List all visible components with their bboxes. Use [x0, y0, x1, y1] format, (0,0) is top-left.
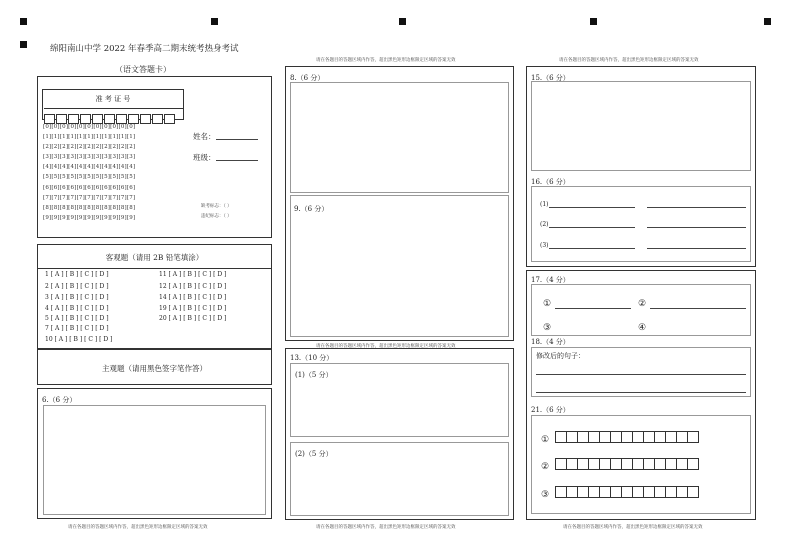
q17-blank[interactable] [555, 308, 631, 309]
absent-mark[interactable]: 缺考标志：（ ） [201, 204, 232, 209]
q21-item-2: ② [541, 462, 550, 472]
q16-label: 16.（6 分） [531, 178, 570, 186]
digit-row-8[interactable]: [8][8][8][8][8][8][8][8][8][8][8] [43, 205, 136, 211]
objective-title: 客观题（请用 2B 铅笔填涂） [105, 253, 204, 262]
registration-mark [399, 18, 406, 25]
q16-blank[interactable] [647, 207, 746, 208]
q21-item-3: ③ [541, 490, 550, 500]
q21-label: 21.（6 分） [531, 406, 570, 414]
registration-mark [590, 18, 597, 25]
q18-line[interactable] [536, 392, 746, 393]
q21-grid-row[interactable] [556, 486, 699, 498]
admission-label: 准 考 证 号 [95, 95, 131, 103]
notice: 请在各题目的答题区域内作答，超出黑色矩形边框限定区域的答案无效 [316, 525, 456, 530]
q21-grid-row[interactable] [556, 458, 699, 470]
exam-title: 绵阳南山中学 2022 年春季高二期末统考热身考试 [50, 44, 239, 54]
q15-label: 15.（6 分） [531, 74, 570, 82]
q18-prompt: 修改后的句子： [536, 352, 585, 360]
q6-answer-area[interactable] [43, 405, 266, 515]
q16-answer-area [531, 186, 751, 262]
registration-mark [20, 41, 27, 48]
mc-row[interactable]: 11 [ A ] [ B ] [ C ] [ D ] [159, 271, 227, 278]
q9-answer-area[interactable] [290, 195, 509, 337]
mc-row[interactable]: 3 [ A ] [ B ] [ C ] [ D ] [45, 294, 109, 301]
q16-item-3: (3) [540, 242, 549, 249]
mc-row[interactable]: 10 [ A ] [ B ] [ C ] [ D ] [45, 336, 113, 343]
digit-row-4[interactable]: [4][4][4][4][4][4][4][4][4][4][4] [43, 164, 136, 170]
mc-row[interactable]: 14 [ A ] [ B ] [ C ] [ D ] [159, 294, 227, 301]
mc-row[interactable]: 5 [ A ] [ B ] [ C ] [ D ] [45, 315, 109, 322]
q13-panel [285, 348, 514, 520]
violation-mark[interactable]: 违纪标志：（ ） [201, 214, 232, 219]
q15-q16-panel [526, 66, 756, 267]
class-label: 班级： [193, 153, 216, 162]
q16-item-2: (2) [540, 221, 549, 228]
q16-blank[interactable] [549, 227, 635, 228]
notice: 请在各题目的答题区域内作答，超出黑色矩形边框限定区域的答案无效 [559, 58, 699, 63]
mc-row[interactable]: 12 [ A ] [ B ] [ C ] [ D ] [159, 283, 227, 290]
q8-label: 8.（6 分） [290, 74, 325, 82]
q16-blank[interactable] [549, 207, 635, 208]
mc-row[interactable]: 4 [ A ] [ B ] [ C ] [ D ] [45, 305, 109, 312]
mc-row[interactable]: 20 [ A ] [ B ] [ C ] [ D ] [159, 315, 227, 322]
digit-row-0[interactable]: [0][0][0][0][0][0][0][0][0][0][0] [43, 124, 136, 130]
notice: 请在各题目的答题区域内作答，超出黑色矩形边框限定区域的答案无效 [68, 525, 208, 530]
admission-cells[interactable] [44, 108, 183, 120]
q15-answer-area[interactable] [531, 81, 751, 171]
q17-item-4: ④ [638, 323, 647, 333]
q21-item-1: ① [541, 435, 550, 445]
name-label: 姓名： [193, 132, 216, 141]
class-field[interactable] [216, 160, 258, 161]
q17-item-2: ② [638, 299, 647, 309]
q9-label: 9.（6 分） [294, 205, 329, 213]
digit-row-9[interactable]: [9][9][9][9][9][9][9][9][9][9][9] [43, 215, 136, 221]
q8-answer-area[interactable] [290, 82, 509, 193]
q17-label: 17.（4 分） [531, 276, 570, 284]
q16-item-1: (1) [540, 201, 549, 208]
mc-row[interactable]: 2 [ A ] [ B ] [ C ] [ D ] [45, 283, 109, 290]
q16-blank[interactable] [549, 248, 635, 249]
digit-row-7[interactable]: [7][7][7][7][7][7][7][7][7][7][7] [43, 195, 136, 201]
registration-mark [764, 18, 771, 25]
q13-part1-label: (1)（5 分） [295, 371, 333, 379]
digit-row-2[interactable]: [2][2][2][2][2][2][2][2][2][2][2] [43, 144, 136, 150]
q6-panel [37, 388, 272, 519]
name-field[interactable] [216, 139, 258, 140]
notice: 请在各题目的答题区域内作答，超出黑色矩形边框限定区域的答案无效 [316, 344, 456, 349]
q13-part2-label: (2)（5 分） [295, 450, 333, 458]
mc-row[interactable]: 7 [ A ] [ B ] [ C ] [ D ] [45, 325, 109, 332]
q13-label: 13.（10 分） [290, 354, 334, 362]
subjective-header [37, 349, 272, 385]
registration-mark [20, 18, 27, 25]
q6-label: 6.（6 分） [42, 396, 77, 404]
q16-blank[interactable] [647, 227, 746, 228]
notice: 请在各题目的答题区域内作答，超出黑色矩形边框限定区域的答案无效 [563, 525, 703, 530]
subjective-title: 主观题（请用黑色签字笔作答） [102, 364, 207, 373]
mc-row[interactable]: 1 [ A ] [ B ] [ C ] [ D ] [45, 271, 109, 278]
notice: 请在各题目的答题区域内作答，超出黑色矩形边框限定区域的答案无效 [316, 58, 456, 63]
q17-item-3: ③ [543, 323, 552, 333]
q21-grid-row[interactable] [556, 431, 699, 443]
mc-row[interactable]: 19 [ A ] [ B ] [ C ] [ D ] [159, 305, 227, 312]
digit-row-3[interactable]: [3][3][3][3][3][3][3][3][3][3][3] [43, 154, 136, 160]
q18-line[interactable] [536, 374, 746, 375]
admission-number-box [42, 89, 184, 120]
q18-label: 18.（4 分） [531, 338, 570, 346]
digit-row-5[interactable]: [5][5][5][5][5][5][5][5][5][5][5] [43, 174, 136, 180]
sheet-title: （语文答题卡） [115, 65, 171, 74]
q17-blank[interactable] [650, 308, 746, 309]
registration-mark [211, 18, 218, 25]
digit-row-1[interactable]: [1][1][1][1][1][1][1][1][1][1][1] [43, 134, 136, 140]
digit-row-6[interactable]: [6][6][6][6][6][6][6][6][6][6][6] [43, 185, 136, 191]
q17-item-1: ① [543, 299, 552, 309]
q16-blank[interactable] [647, 248, 746, 249]
q8-q9-panel [285, 66, 514, 341]
